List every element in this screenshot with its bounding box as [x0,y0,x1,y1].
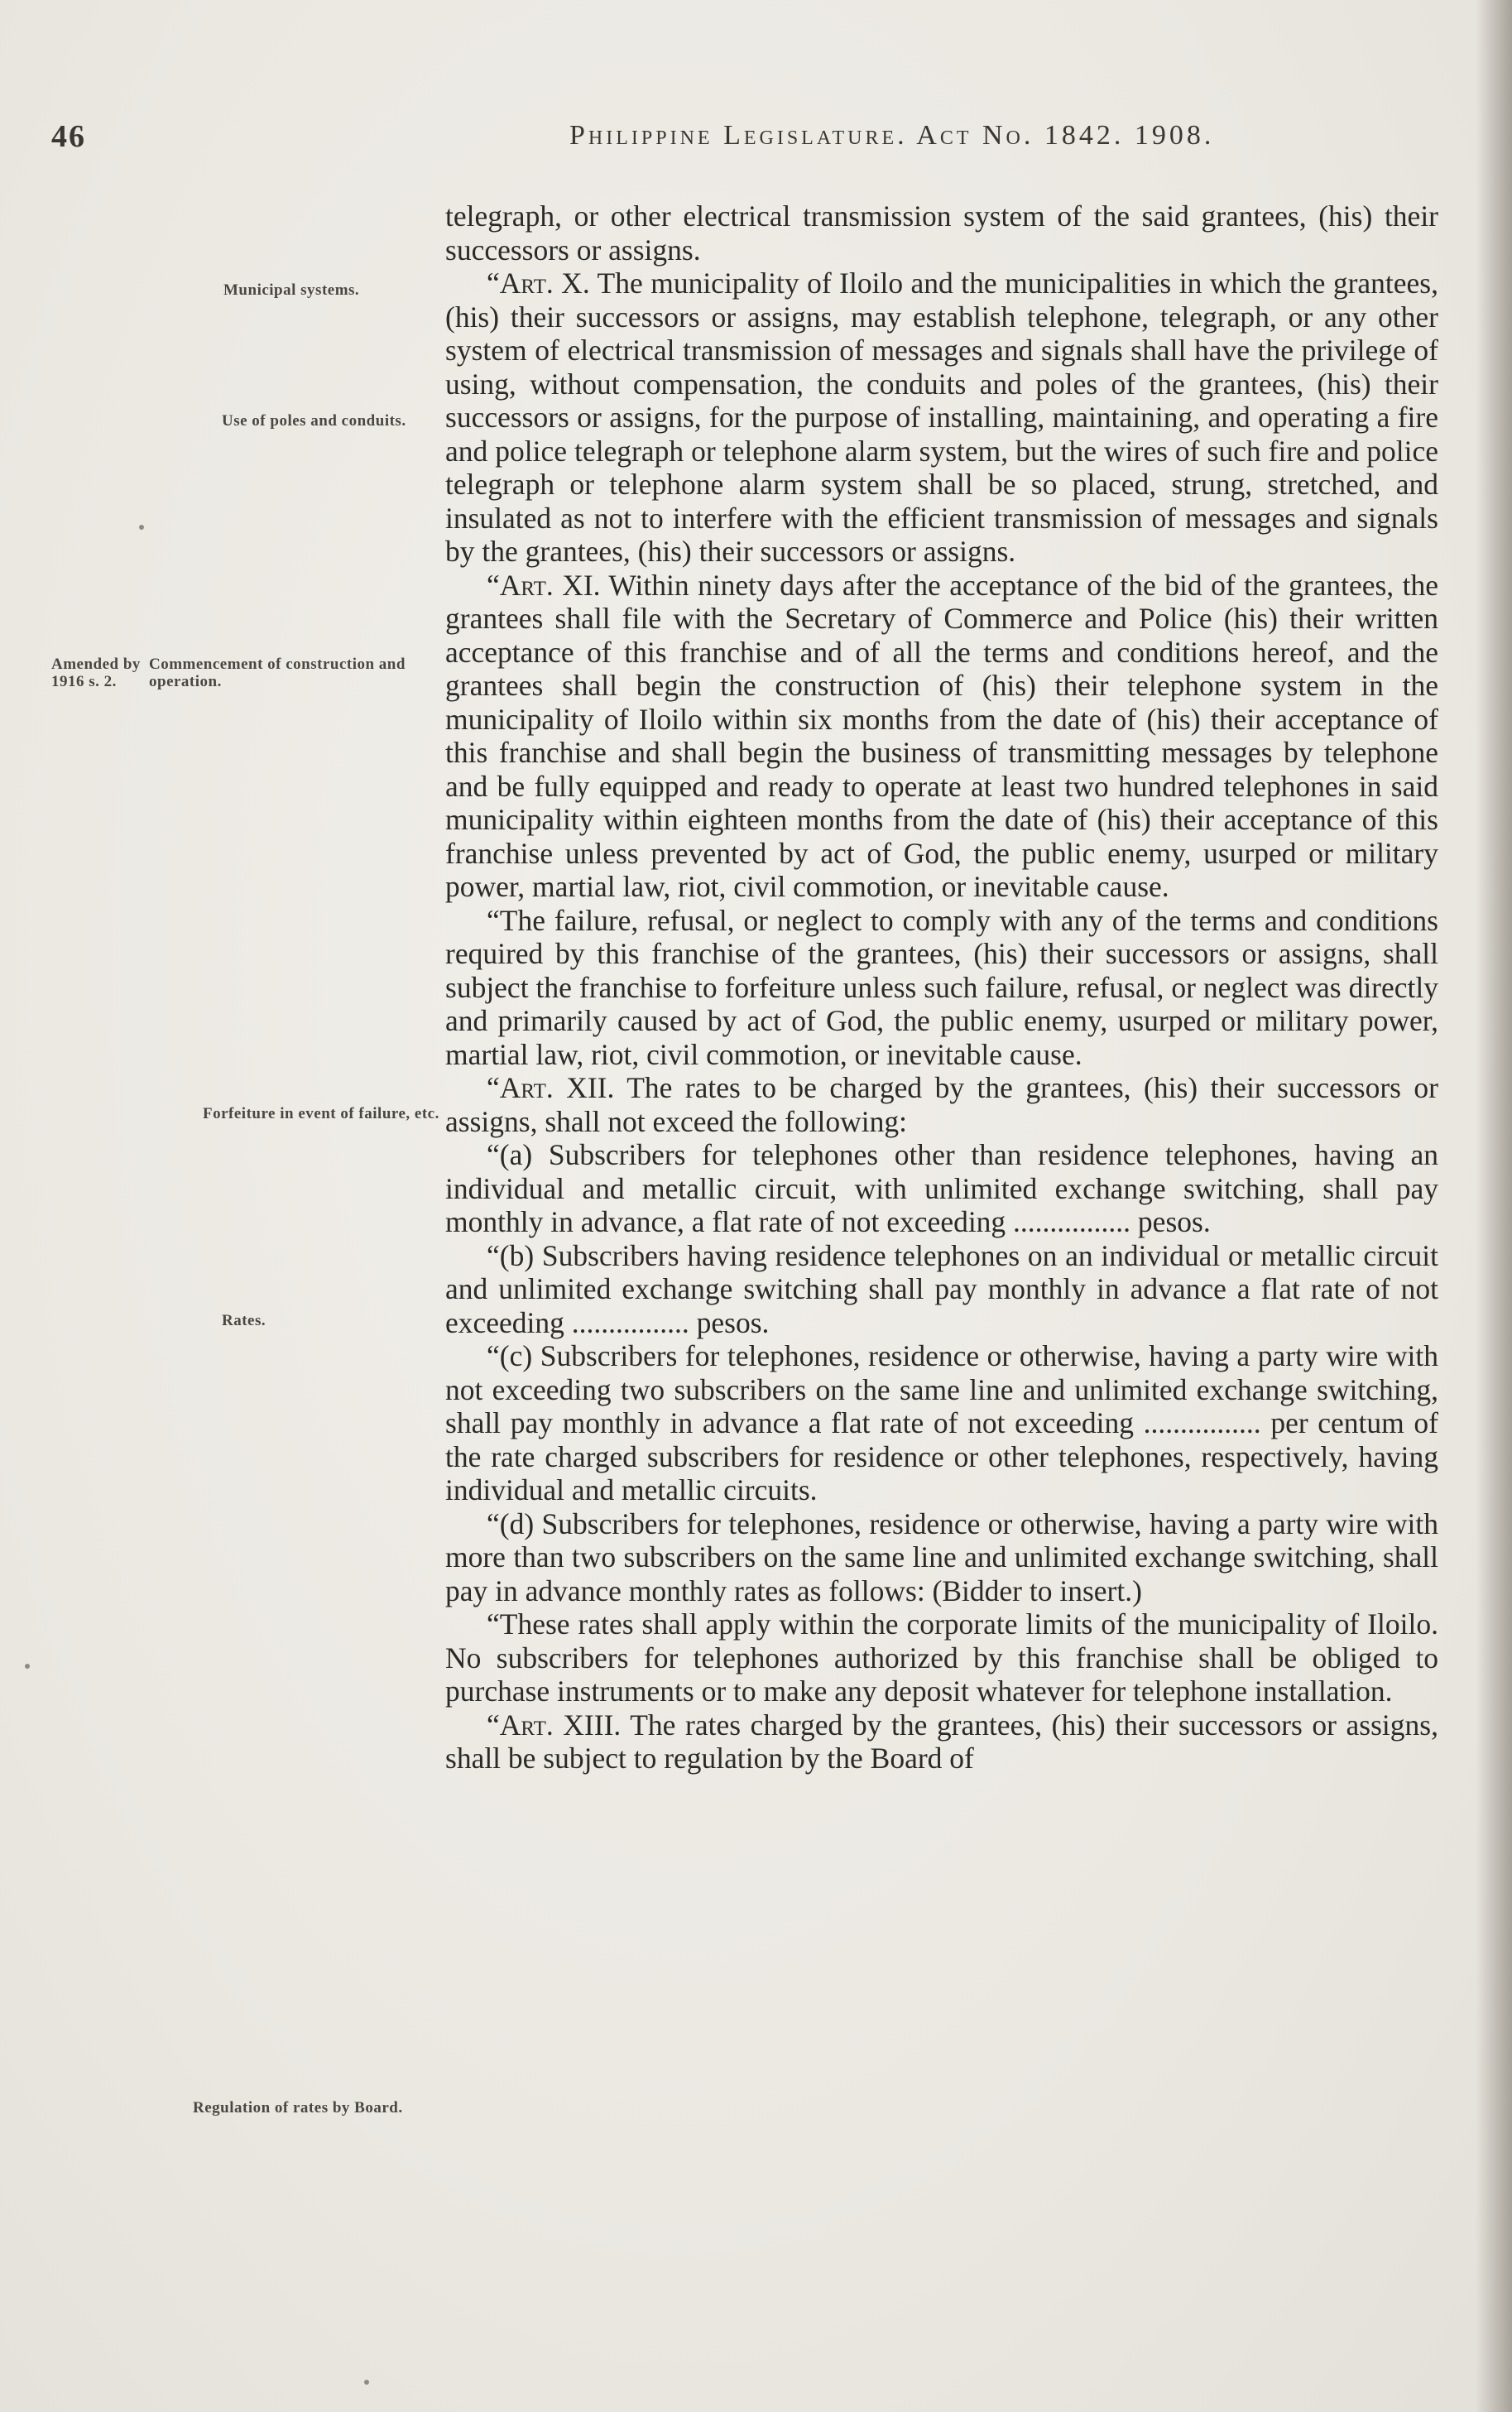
margin-note-forfeiture: Forfeiture in event of failure, etc. [203,1105,439,1122]
paragraph-art-xiii [445,1708,1438,1775]
article-heading: “Art. XII. [487,1071,615,1104]
page-number: 46 [51,119,86,154]
scan-speck [364,2380,369,2385]
paragraph-art-xi [445,569,1438,904]
page-header [51,118,1442,168]
margin-note-amended: Amended by 1916 s. 2. [51,656,141,690]
paragraph: telegraph, or other electrical transmission system of the said grantees, (his) their successors or assigns. [445,199,1438,267]
margin-note-regulation: Regulation of rates by Board. [193,2099,403,2117]
body-text [445,199,1438,1775]
paragraph: “(b) Subscribers having residence telephones on an individual or metallic circuit and unlimited exchange switching shall pay monthly in advance a flat rate of not exceeding ................ pesos. [445,1238,1438,1339]
article-text: The rates charged by the grantees, (his) their successors or assigns, shall be subject to regulation by the Board of [445,1708,1438,1775]
scan-speck [25,1664,30,1669]
margin-note-rates: Rates. [222,1312,266,1329]
paragraph: “(a) Subscribers for telephones other than residence telephones, having an individual and metallic circuit, with unlimited exchange switching, shall pay monthly in advance, a flat rate of not exceeding ................ pesos. [445,1138,1438,1238]
article-heading: “Art. X. [487,267,590,300]
scan-speck [139,525,144,530]
paragraph-art-xii [445,1071,1438,1138]
article-heading: “Art. XIII. [487,1708,622,1742]
running-head: Philippine Legislature. Act No. 1842. 1908. [569,120,1215,151]
page-edge-shadow [1476,0,1512,2412]
article-text: The municipality of Iloilo and the municipalities in which the grantees, (his) their successors or assigns, may establish telephone, telegraph, or any other system of electrical transmission of messages and signals shall have the privilege of using, without compensation, the conduits and poles of the grantees, (his) their successors or assigns, for the purpose of installing, maintaining, and operating a fire and police telegraph or telephone alarm system, but the wires of such fire and police telegraph or telephone alarm system shall be so placed, strung, stretched, and insulated as not to interfere with the efficient transmission of messages and signals by the grantees, (his) their successors or assigns. [445,267,1438,568]
margin-note-use-of-poles: Use of poles and conduits. [222,412,406,430]
paragraph: “(c) Subscribers for telephones, residence or otherwise, having a party wire with not exceeding two subscribers on the same line and unlimited exchange switching, shall pay monthly in advance a flat rate of not exceeding ................ per centum of the rate charged subscribers for residence or other telephones, respectively, having individual and metallic circuits. [445,1339,1438,1506]
article-text: Within ninety days after the acceptance of the bid of the grantees, the grantees shall file with the Secretary of Commerce and Police (his) their written acceptance of this franchise and of all the terms and conditions hereof, and the grantees shall begin the construction of (his) their telephone system in the municipality of Iloilo within six months from the date of (his) their acceptance of this franchise and shall begin the business of transmitting messages by telephone and be fully equipped and ready to operate at least two hundred telephones in said municipality within eighteen months from the date of (his) their acceptance of this franchise unless prevented by act of God, the public enemy, usurped or military power, martial law, riot, civil commotion, or inevitable cause. [445,568,1439,903]
article-heading: “Art. XI. [487,568,601,602]
paragraph-art-x [445,267,1438,569]
paragraph: “These rates shall apply within the corporate limits of the municipality of Iloilo. No subscribers for telephones authorized by this franchise shall be obliged to purchase instruments or to make any deposit whatever for telephone installation. [445,1607,1438,1708]
margin-note-commencement: Commencement of construction and operation. [149,656,406,690]
article-text: The rates to be charged by the grantees, (his) their successors or assigns, shall not exceed the following: [445,1071,1438,1138]
paragraph: “(d) Subscribers for telephones, residence or otherwise, having a party wire with more than two subscribers on the same line and unlimited exchange switching, shall pay in advance monthly rates as follows: (Bidder to insert.) [445,1506,1438,1607]
margin-note-municipal-systems: Municipal systems. [223,281,360,299]
paragraph: “The failure, refusal, or neglect to comply with any of the terms and conditions required by this franchise of the grantees, (his) their successors or assigns, shall subject the franchise to forfeiture unless such failure, refusal, or neglect was directly and primarily caused by act of God, the public enemy, usurped or military power, martial law, riot, civil commotion, or inevitable cause. [445,903,1438,1071]
